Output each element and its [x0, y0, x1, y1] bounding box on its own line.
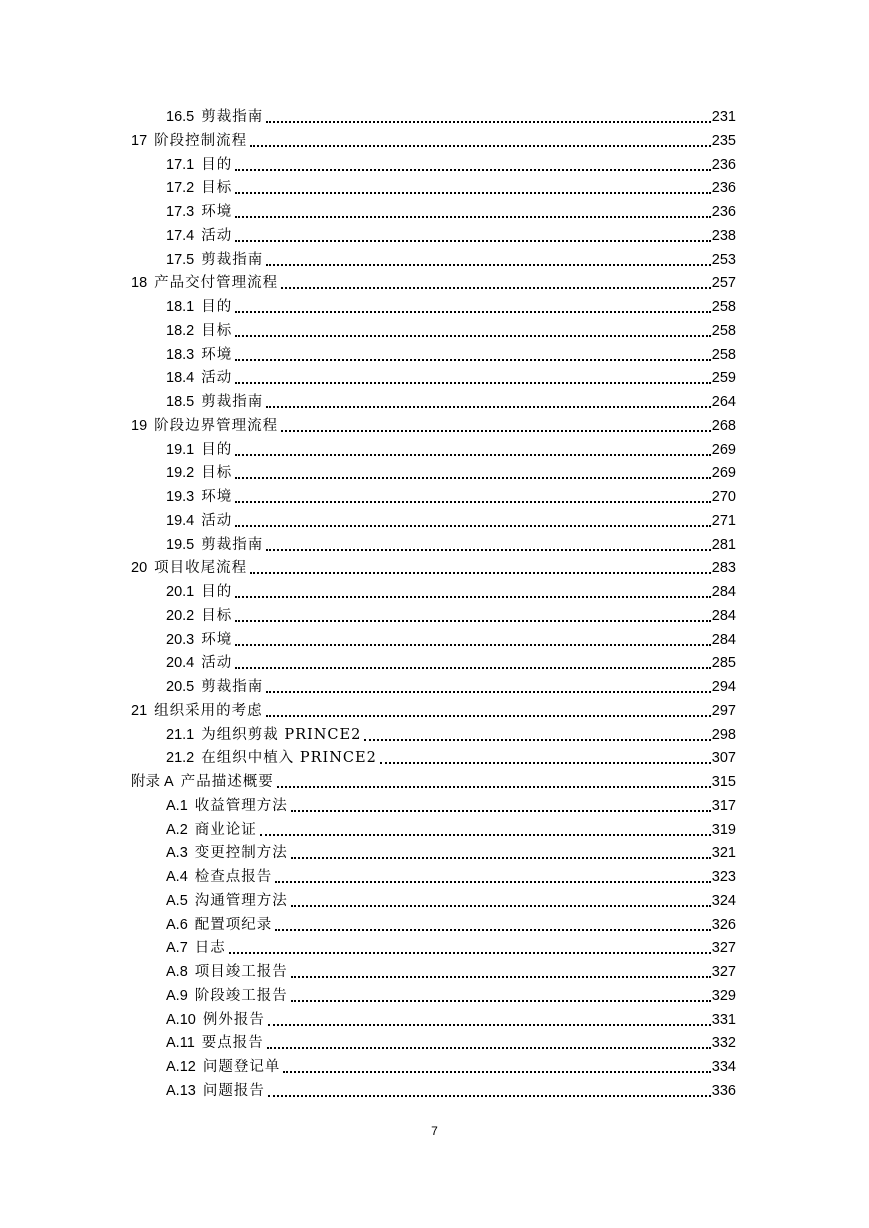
- toc-entry-page-number: 329: [711, 987, 736, 1004]
- toc-entry-number: 18.3: [166, 346, 195, 363]
- toc-entry-page-number: 236: [711, 156, 736, 173]
- toc-dot-leader: [250, 570, 711, 574]
- toc-entry-page-number: 236: [711, 180, 736, 197]
- toc-dot-leader: [235, 214, 711, 218]
- toc-entry-page-number: 321: [711, 845, 736, 862]
- toc-dot-leader: [235, 665, 711, 669]
- toc-entry-page-number: 297: [711, 702, 736, 719]
- toc-section-entry[interactable]: [166, 460, 736, 482]
- toc-section-entry[interactable]: [166, 840, 736, 862]
- toc-section-entry[interactable]: [166, 247, 736, 269]
- toc-entry-number: A.8: [166, 964, 188, 980]
- page-number-footer: 7: [431, 1124, 438, 1138]
- toc-section-entry[interactable]: [166, 342, 736, 364]
- toc-entry-title: 问题登记单: [202, 1059, 281, 1075]
- toc-entry-page-number: 336: [711, 1082, 736, 1099]
- toc-chapter-entry[interactable]: [131, 128, 736, 150]
- toc-section-entry[interactable]: [166, 1054, 736, 1076]
- toc-entry-number: 21.2: [166, 750, 195, 767]
- toc-entry-number: 17.3: [166, 204, 195, 220]
- toc-entry-page-number: 258: [711, 299, 736, 315]
- toc-entry-title: 环境: [201, 346, 233, 363]
- toc-entry-title: 活动: [201, 370, 233, 387]
- toc-entry-number: 19.3: [166, 489, 195, 505]
- toc-entry-page-number: 332: [711, 1035, 736, 1052]
- toc-entry-page-number: 298: [711, 726, 736, 743]
- toc-entry-title: 阶段边界管理流程: [154, 417, 279, 434]
- toc-entry-number: 18.2: [166, 322, 195, 339]
- toc-section-entry[interactable]: [166, 745, 736, 767]
- toc-dot-leader: [291, 903, 711, 907]
- toc-section-entry[interactable]: [166, 484, 736, 506]
- toc-section-entry[interactable]: [166, 223, 736, 245]
- toc-section-entry[interactable]: [166, 817, 736, 839]
- toc-entry-number: 17.2: [166, 180, 195, 197]
- toc-chapter-entry[interactable]: [131, 270, 736, 292]
- toc-entry-number: 20.5: [166, 679, 195, 695]
- toc-entry-page-number: 331: [711, 1011, 736, 1028]
- toc-dot-leader: [291, 974, 711, 978]
- toc-dot-leader: [291, 808, 711, 812]
- toc-entry-title: 项目竣工报告: [194, 964, 288, 980]
- toc-entry-number: A.7: [166, 940, 188, 957]
- toc-entry-title: 环境: [201, 631, 233, 648]
- toc-dot-leader: [275, 927, 711, 931]
- toc-dot-leader: [267, 1045, 711, 1049]
- toc-entry-number: 19.2: [166, 465, 195, 482]
- toc-entry-number: 18.5: [166, 394, 195, 410]
- toc-dot-leader: [235, 452, 711, 456]
- toc-entry-title: 目的: [201, 441, 233, 458]
- toc-entry-title: 在组织中植入 PRINCE2: [201, 750, 377, 767]
- toc-entry-title: 活动: [201, 227, 233, 244]
- toc-entry-number: 20.3: [166, 631, 195, 648]
- toc-dot-leader: [235, 523, 711, 527]
- toc-section-entry[interactable]: [166, 579, 736, 601]
- toc-section-entry[interactable]: [166, 912, 736, 934]
- toc-dot-leader: [250, 143, 711, 147]
- toc-chapter-entry[interactable]: [131, 413, 736, 435]
- toc-entry-title: 目标: [201, 180, 233, 197]
- toc-entry-title: 项目收尾流程: [154, 560, 248, 577]
- toc-dot-leader: [364, 737, 710, 741]
- toc-entry-title: 目的: [201, 299, 233, 315]
- toc-entry-title: 目标: [201, 322, 233, 339]
- toc-entry-page-number: 264: [711, 394, 736, 410]
- toc-entry-title: 检查点报告: [194, 869, 273, 885]
- toc-entry-title: 剪裁指南: [201, 109, 264, 125]
- toc-entry-title: 产品交付管理流程: [154, 275, 279, 292]
- toc-section-entry[interactable]: [166, 508, 736, 530]
- toc-entry-number: A.9: [166, 987, 188, 1004]
- toc-entry-number: 17.4: [166, 227, 195, 244]
- toc-entry-title: 为组织剪裁 PRINCE2: [201, 726, 362, 743]
- toc-section-entry[interactable]: [166, 864, 736, 886]
- toc-dot-leader: [235, 380, 711, 384]
- toc-entry-title: 阶段竣工报告: [194, 987, 288, 1004]
- toc-dot-leader: [266, 713, 711, 717]
- toc-entry-number: 19: [131, 417, 148, 434]
- toc-dot-leader: [235, 190, 711, 194]
- toc-entry-title: 剪裁指南: [201, 251, 264, 268]
- toc-entry-title: 剪裁指南: [201, 394, 264, 410]
- toc-section-entry[interactable]: [166, 437, 736, 459]
- toc-section-entry[interactable]: [166, 318, 736, 340]
- toc-dot-leader: [235, 333, 711, 337]
- toc-section-entry[interactable]: [166, 175, 736, 197]
- toc-entry-number: 18: [131, 275, 148, 292]
- toc-entry-number: 20.4: [166, 655, 195, 672]
- toc-section-entry[interactable]: [166, 650, 736, 672]
- toc-entry-page-number: 284: [711, 631, 736, 648]
- toc-entry-number: 21.1: [166, 726, 195, 743]
- toc-entry-page-number: 236: [711, 204, 736, 220]
- toc-entry-title: 要点报告: [201, 1035, 264, 1052]
- toc-dot-leader: [281, 428, 711, 432]
- toc-entry-number: A.12: [166, 1059, 196, 1075]
- toc-entry-number: 19.5: [166, 536, 195, 553]
- toc-dot-leader: [235, 475, 711, 479]
- toc-dot-leader: [291, 855, 711, 859]
- toc-dot-leader: [283, 1069, 710, 1073]
- toc-section-entry[interactable]: [166, 627, 736, 649]
- toc-entry-number: 18.1: [166, 299, 195, 315]
- toc-entry-page-number: 258: [711, 322, 736, 339]
- toc-entry-number: 附录 A: [131, 774, 174, 790]
- toc-entry-title: 活动: [201, 655, 233, 672]
- toc-section-entry[interactable]: [166, 1007, 736, 1029]
- toc-dot-leader: [266, 547, 711, 551]
- toc-dot-leader: [235, 309, 711, 313]
- toc-section-entry[interactable]: [166, 722, 736, 744]
- toc-entry-number: A.6: [166, 916, 188, 933]
- toc-entry-page-number: 258: [711, 346, 736, 363]
- toc-dot-leader: [291, 998, 711, 1002]
- toc-section-entry[interactable]: [166, 935, 736, 957]
- toc-section-entry[interactable]: [166, 199, 736, 221]
- toc-dot-leader: [235, 618, 711, 622]
- toc-entry-number: 17.5: [166, 251, 195, 268]
- toc-dot-leader: [235, 499, 711, 503]
- toc-entry-title: 问题报告: [202, 1082, 265, 1099]
- toc-section-entry[interactable]: [166, 959, 736, 981]
- toc-entry-page-number: 269: [711, 441, 736, 458]
- toc-dot-leader: [266, 404, 711, 408]
- toc-entry-page-number: 257: [711, 275, 736, 292]
- toc-dot-leader: [235, 238, 711, 242]
- toc-dot-leader: [235, 167, 711, 171]
- toc-dot-leader: [277, 784, 711, 788]
- toc-entry-title: 剪裁指南: [201, 679, 264, 695]
- toc-dot-leader: [229, 950, 711, 954]
- toc-dot-leader: [266, 262, 711, 266]
- toc-chapter-entry[interactable]: [131, 769, 736, 791]
- toc-section-entry[interactable]: [166, 888, 736, 910]
- toc-entry-number: A.2: [166, 821, 188, 838]
- toc-section-entry[interactable]: [166, 532, 736, 554]
- toc-entry-number: A.1: [166, 797, 188, 814]
- toc-entry-number: 16.5: [166, 109, 195, 125]
- toc-entry-page-number: 271: [711, 512, 736, 529]
- toc-entry-page-number: 327: [711, 940, 736, 957]
- toc-entry-number: 20: [131, 560, 148, 577]
- toc-dot-leader: [266, 689, 711, 693]
- toc-dot-leader: [275, 879, 711, 883]
- toc-chapter-entry[interactable]: [131, 555, 736, 577]
- toc-entry-number: A.11: [166, 1035, 195, 1052]
- toc-entry-page-number: 283: [711, 560, 736, 577]
- toc-entry-page-number: 317: [711, 797, 736, 814]
- toc-chapter-entry[interactable]: [131, 698, 736, 720]
- toc-dot-leader: [260, 832, 711, 836]
- toc-section-entry[interactable]: [166, 603, 736, 625]
- toc-entry-page-number: 238: [711, 227, 736, 244]
- toc-dot-leader: [266, 119, 711, 123]
- toc-dot-leader: [268, 1093, 711, 1097]
- toc-entry-number: A.5: [166, 892, 188, 909]
- toc-entry-page-number: 231: [711, 109, 736, 125]
- toc-entry-number: 18.4: [166, 370, 195, 387]
- toc-dot-leader: [235, 642, 711, 646]
- toc-entry-title: 日志: [194, 940, 226, 957]
- toc-entry-title: 产品描述概要: [180, 774, 274, 790]
- toc-entry-number: 21: [131, 702, 148, 719]
- toc-entry-page-number: 284: [711, 607, 736, 624]
- toc-entry-page-number: 326: [711, 916, 736, 933]
- toc-entry-number: 19.4: [166, 512, 195, 529]
- toc-entry-number: A.3: [166, 845, 188, 862]
- toc-entry-page-number: 269: [711, 465, 736, 482]
- toc-entry-title: 活动: [201, 512, 233, 529]
- toc-entry-page-number: 268: [711, 417, 736, 434]
- toc-entry-title: 环境: [201, 489, 233, 505]
- toc-section-entry[interactable]: [166, 1078, 736, 1100]
- toc-section-entry[interactable]: [166, 1030, 736, 1052]
- toc-entry-title: 目标: [201, 465, 233, 482]
- toc-entry-title: 环境: [201, 204, 233, 220]
- toc-entry-page-number: 284: [711, 584, 736, 600]
- toc-entry-page-number: 334: [711, 1059, 736, 1075]
- toc-entry-title: 目标: [201, 607, 233, 624]
- toc-section-entry[interactable]: [166, 104, 736, 126]
- toc-section-entry[interactable]: [166, 152, 736, 174]
- toc-entry-page-number: 319: [711, 821, 736, 838]
- toc-section-entry[interactable]: [166, 793, 736, 815]
- toc-entry-title: 目的: [201, 584, 233, 600]
- toc-dot-leader: [268, 1022, 711, 1026]
- toc-entry-number: A.4: [166, 869, 188, 885]
- toc-entry-page-number: 327: [711, 964, 736, 980]
- toc-entry-page-number: 270: [711, 489, 736, 505]
- toc-entry-title: 阶段控制流程: [154, 132, 248, 149]
- toc-dot-leader: [235, 357, 711, 361]
- toc-entry-page-number: 323: [711, 869, 736, 885]
- toc-entry-page-number: 324: [711, 892, 736, 909]
- toc-entry-title: 例外报告: [202, 1011, 265, 1028]
- toc-dot-leader: [281, 285, 711, 289]
- toc-entry-page-number: 235: [711, 132, 736, 149]
- toc-entry-number: 17.1: [166, 156, 195, 173]
- toc-section-entry[interactable]: [166, 674, 736, 696]
- toc-entry-title: 组织采用的考虑: [154, 702, 263, 719]
- toc-section-entry[interactable]: [166, 365, 736, 387]
- toc-entry-title: 沟通管理方法: [194, 892, 288, 909]
- toc-entry-page-number: 315: [711, 774, 736, 790]
- toc-entry-page-number: 307: [711, 750, 736, 767]
- toc-entry-title: 收益管理方法: [194, 797, 288, 814]
- toc-entry-page-number: 294: [711, 679, 736, 695]
- toc-entry-number: 20.2: [166, 607, 195, 624]
- toc-section-entry[interactable]: [166, 294, 736, 316]
- toc-entry-page-number: 281: [711, 536, 736, 553]
- toc-section-entry[interactable]: [166, 389, 736, 411]
- toc-dot-leader: [235, 594, 711, 598]
- toc-entry-number: 20.1: [166, 584, 195, 600]
- toc-entry-number: A.10: [166, 1011, 196, 1028]
- toc-entry-title: 剪裁指南: [201, 536, 264, 553]
- toc-entry-title: 目的: [201, 156, 233, 173]
- toc-section-entry[interactable]: [166, 983, 736, 1005]
- toc-entry-number: 19.1: [166, 441, 195, 458]
- toc-dot-leader: [380, 760, 711, 764]
- toc-entry-page-number: 253: [711, 251, 736, 268]
- toc-entry-page-number: 259: [711, 370, 736, 387]
- toc-entry-title: 变更控制方法: [194, 845, 288, 862]
- toc-entry-number: A.13: [166, 1082, 196, 1099]
- toc-entry-title: 商业论证: [194, 821, 257, 838]
- toc-entry-page-number: 285: [711, 655, 736, 672]
- toc-entry-number: 17: [131, 132, 148, 149]
- toc-entry-title: 配置项纪录: [194, 916, 273, 933]
